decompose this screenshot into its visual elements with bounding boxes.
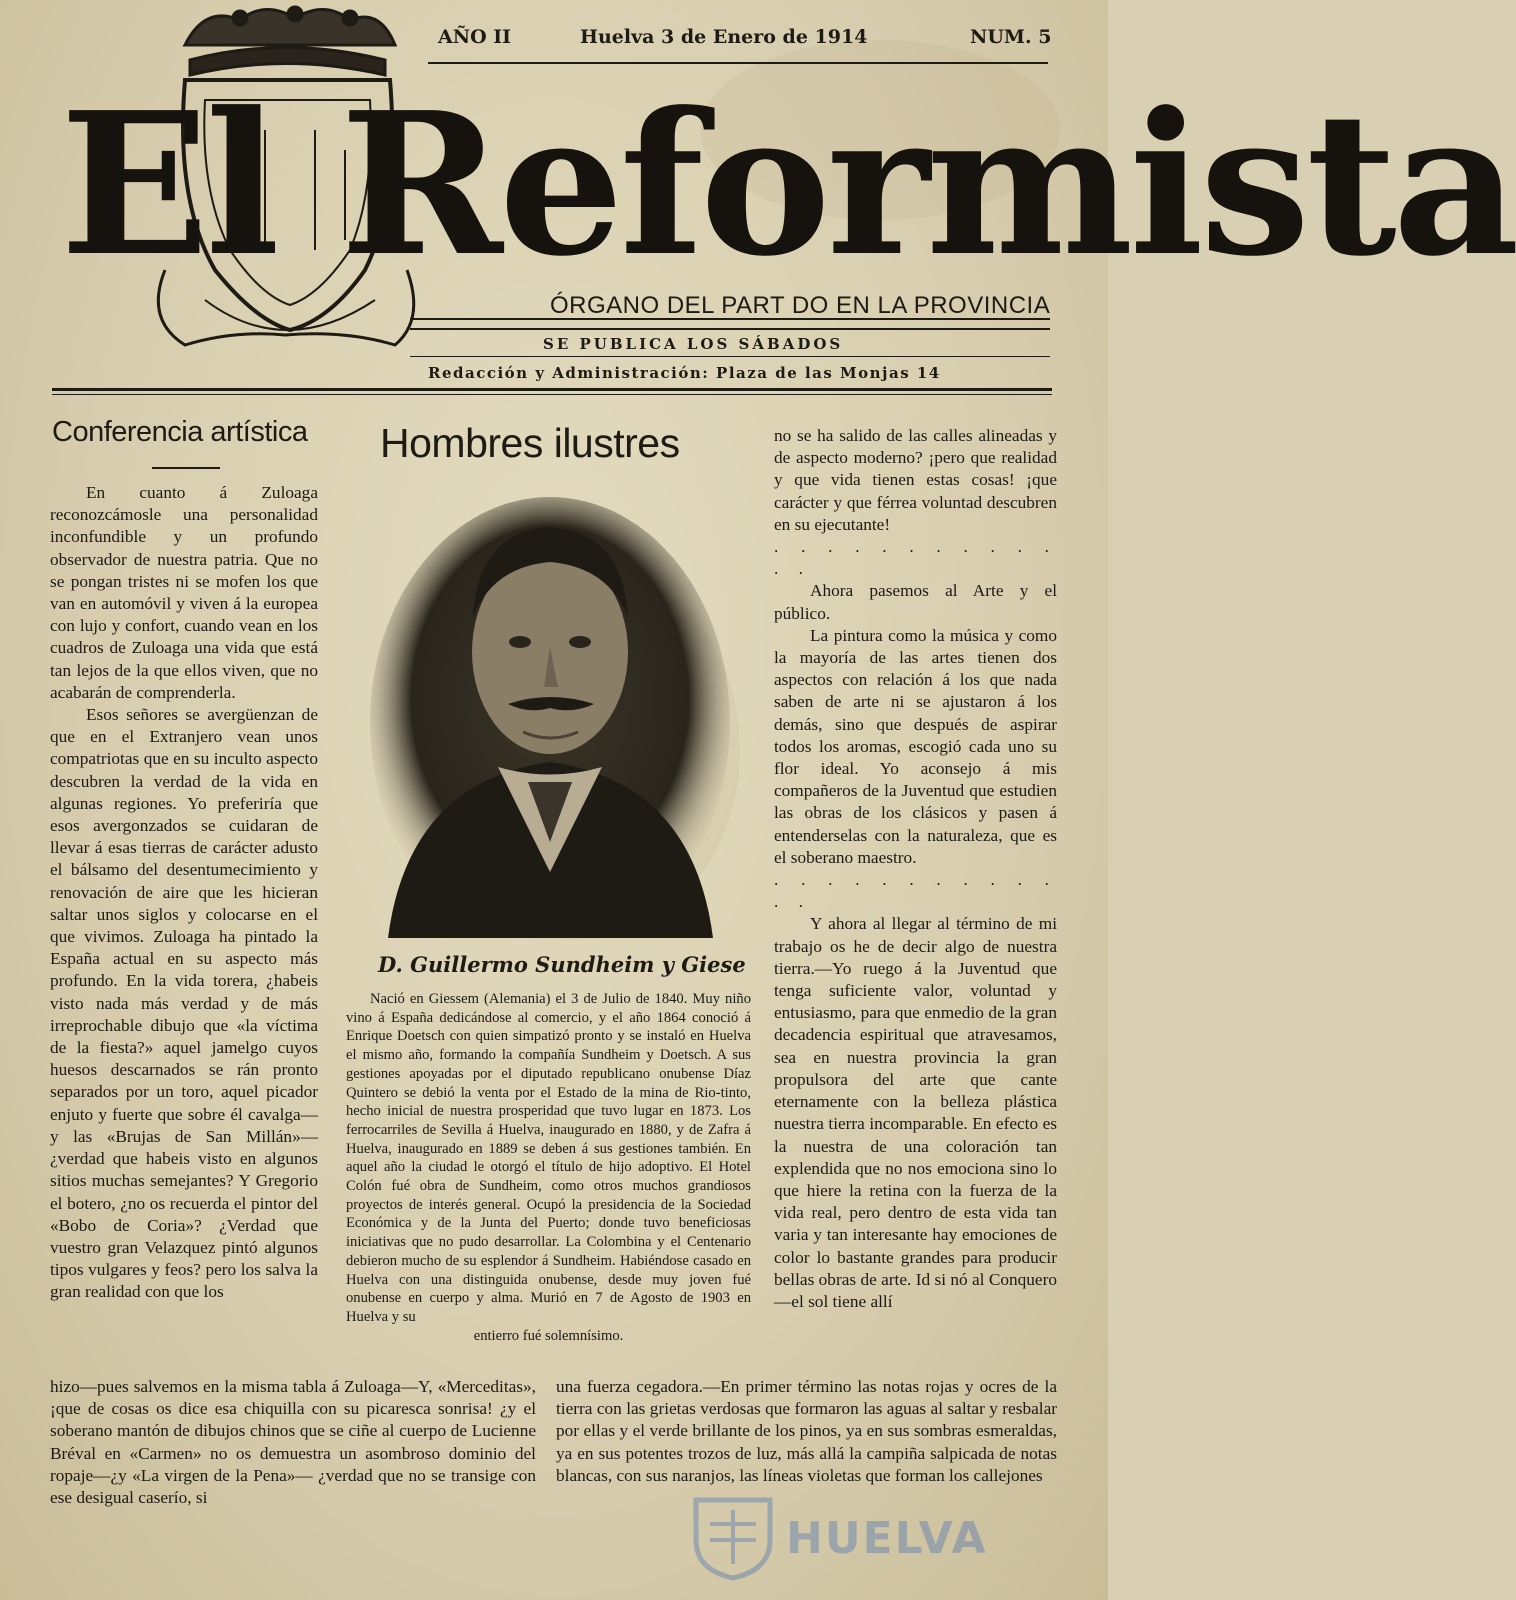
article-continuation-right xyxy=(556,1376,1057,1487)
paragraph: Esos señores se avergüenzan de que en el Extranjero vean unos compatriotas que en su inculto aspecto descubren la verdad de la vida en algunas regiones. Yo preferiría que esos avergonzados se cuidaran de llevar á esas tierras de carácter adusto el bálsamo del desentumecimiento y renovación de aire que les hicieran saltar unos siglos y colocarse en el que vivimos. Zuloaga ha pintado la España actual en su aspecto más profundo. En la vida torera, ¿habeis visto nada más verdad y de más irreprochable dibujo que «la víctima de la fiesta?» aquel jamelgo cuyos huesos descarnados se rán pronto separados por un toro, aquel picador enjuto y fuerte que sobre él cavalga—y las «Brujas de San Millán»—¿verdad que habeis visto en algunos sitios muchas semejantes? Y Gregorio el botero, ¿no os recuerda el pintor del «Bobo de Coria»? ¿Verdad que vuestro gran Velazquez pintó algunos tipos vulgares y feos? pero los salva la gran realidad con que los xyxy=(50,705,318,1302)
portrait-image xyxy=(368,482,733,938)
paragraph: entierro fué solemnísimo. xyxy=(473,1327,624,1344)
address-line: Redacción y Administración: Plaza de las Monjas 14 xyxy=(428,364,941,382)
paragraph: Ahora pasemos al Arte y el público. xyxy=(774,581,1057,623)
paragraph: Y ahora al llegar al término de mi trabajo os he de decir algo de nuestra tierra.—Yo ruego á la Juventud que tenga suficiente valor, voluntad y entusiasmo, para que enmedio de la gran decadencia espiritual que atravesamos, sea en nuestra provincia la gran propulsora del arte que cante eternamente con la belleza plástica nuestra tierra incomparable. En efecto es la nuestra de una coloración tan explendida que no nos emociona sino lo que hiere la retina con la fuerza de la vida real, pero dentro de esta vida tan varia y tan interesante hay emociones de color lo bastante grandes para producir bellas obras de arte. Id si nó al Conquero—el sol tiene allí xyxy=(774,914,1057,1311)
shield-icon xyxy=(690,1494,776,1582)
publication-schedule: SE PUBLICA LOS SÁBADOS xyxy=(543,335,844,353)
masthead-bottom-rule xyxy=(52,394,1052,395)
library-watermark xyxy=(690,1492,1020,1584)
ellipsis-separator: . . . . . . . . . . . . . xyxy=(774,537,1057,579)
article-continuation-left xyxy=(50,1376,536,1509)
section-title: Hombres ilustres xyxy=(380,420,680,466)
paragraph: En cuanto á Zuloaga reconozcámosle una personalidad inconfundible y un profundo observador de nuestra patria. Que no se pongan tristes ni se mofen los que van en automóvil y viven á la europea con lujo y confort, cuando vean en los cuadros de Zuloaga una vida que está tan lejos de la que ellos viven, que no acabarán de comprenderla. xyxy=(50,483,318,702)
paragraph: Nació en Giessem (Alemania) el 3 de Julio de 1840. Muy niño vino á España dedicándose al comercio, y el año 1864 conoció á Enrique Doetsch con quien simpatizó pronto y se instaló en Huelva el mismo año, formando la compañía Sundheim y Doetsch. A sus gestiones apoyadas por el diputado republicano onubense Díaz Quintero se debió la venta por el Estado de la mina de Rio-tinto, hecho inicial de nuestra prosperidad que tuvo lugar en 1873. Los ferrocarriles de Sevilla á Huelva, inaugurado en 1880, y de Zafra á Huelva, inaugurado en 1889 se deben á sus gestiones también. En aquel año la ciudad le otorgó el título de hijo adoptivo. El Hotel Colón fué obra de Sundheim, como otros muchos grandiosos proyectos de interés general. Ocupó la presidencia de la Sociedad Económica y de la Junta del Puerto; donde tuvo beneficiosas iniciativas que no pudo desarrollar. La Colombina y el Centenario debieron mucho de su esplendor á Sundheim. Habiéndose casado en Huelva con una distinguida onubense, desde muy joven fué onubense en cuerpo y alma. Murió en 7 de Agosto de 1903 en Huelva y su xyxy=(346,991,751,1325)
article-body-left xyxy=(50,482,318,1304)
article-title: Conferencia artística xyxy=(52,416,308,448)
paragraph: La pintura como la música y como la mayoría de las artes tienen dos aspectos con relación á los que nada saben de arte ni se ajustaron á los demás, sino que después de aspirar todos los aromas, escogió cada uno su flor ideal. Yo aconsejo á mis compañeros de la Juventud que estudien las obras de los clásicos y pasen á entenderselas con la naturaleza, que es el soberano maestro. xyxy=(774,625,1057,867)
header-rule xyxy=(428,62,1048,64)
watermark-text: HUELVA xyxy=(786,1512,988,1564)
divider xyxy=(410,328,1050,330)
divider xyxy=(410,356,1050,357)
paragraph: una fuerza cegadora.—En primer término las notas rojas y ocres de la tierra con las grietas verdosas que formaron las aguas al saltar y resbalar por ellas y el verde brillante de los pinos, ya en sus sombras esmeraldas, ya en sus potentes trozos de luz, más allá la campiña salpicada de notas blancas, con sus naranjos, las líneas violetas que forman los callejones xyxy=(556,1377,1057,1485)
title-rule xyxy=(152,467,220,469)
article-body-right xyxy=(774,425,1057,1313)
biography-text xyxy=(346,990,751,1345)
paragraph: hizo—pues salvemos en la misma tabla á Zuloaga—Y, «Merceditas», ¡que de cosas os dice esa chiquilla con su picaresca sonrisa! ¿y el soberano mantón de dibujos chinos que se ciñe al cuerpo de Lucienne Bréval en «Carmen» no os demuestra un asombroso dominio del ropaje—¿y «La virgen de la Pena»— ¿verdad que no se transige con ese desigual caserío, si xyxy=(50,1377,536,1508)
ellipsis-separator: . . . . . . . . . . . . . xyxy=(774,870,1057,912)
newspaper-subtitle: ÓRGANO DEL PART DO EN LA PROVINCIA xyxy=(550,292,1051,319)
issue-date: Huelva 3 de Enero de 1914 xyxy=(580,26,868,48)
portrait-caption: D. Guillermo Sundheim y Giese xyxy=(378,952,746,977)
newspaper-title: El Reformista xyxy=(60,70,1516,300)
issue-number: NUM. 5 xyxy=(970,26,1052,48)
issue-year: AÑO II xyxy=(438,26,512,48)
paragraph: no se ha salido de las calles alineadas y de aspecto moderno? ¡pero que realidad y que vida tienen estas cosas! ¡que carácter y que férrea voluntad descubren en su ejecutante! xyxy=(774,426,1057,534)
masthead-bottom-rule xyxy=(52,388,1052,391)
